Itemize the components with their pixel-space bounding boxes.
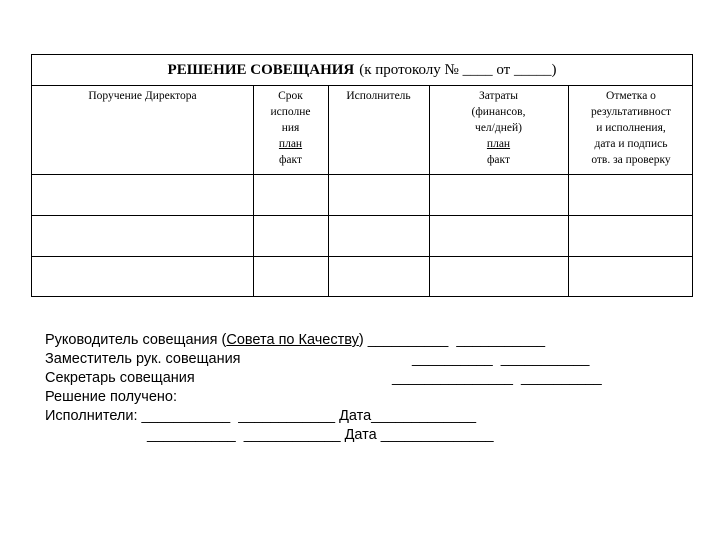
header-effectiveness-mark: Отметка о результативност и исполнения, дата и подпись отв. за проверку <box>591 90 671 166</box>
header-costs: Затраты (финансов, чел/дней) план факт <box>471 90 526 166</box>
secretary-label: Секретарь совещания <box>45 370 195 386</box>
table-cell[interactable] <box>329 257 429 297</box>
table-cell[interactable] <box>32 257 253 297</box>
executors-line-2[interactable]: ___________ ____________ Дата ______________ <box>147 427 494 443</box>
title-protocol: (к протоколу № ____ от _____) <box>359 61 557 78</box>
deputy-label: Заместитель рук. совещания <box>45 351 241 367</box>
table-title <box>32 55 692 86</box>
table-cell[interactable] <box>32 216 253 256</box>
decision-table <box>31 54 693 297</box>
table-cell[interactable] <box>430 216 568 256</box>
meeting-head-line: Руководитель совещания (Совета по Качеству) __________ ___________ <box>45 332 546 348</box>
secretary-signature-lines[interactable]: _______________ __________ <box>392 370 602 386</box>
header-deadline: Срок исполне ния план факт <box>270 90 311 166</box>
table-cell[interactable] <box>569 175 694 215</box>
deputy-signature-lines[interactable]: __________ ___________ <box>412 351 590 367</box>
table-cell[interactable] <box>254 257 328 297</box>
decision-received-label: Решение получено: <box>45 389 178 405</box>
table-cell[interactable] <box>329 216 429 256</box>
table-cell[interactable] <box>254 175 328 215</box>
table-cell[interactable] <box>254 216 328 256</box>
title-bold: РЕШЕНИЕ СОВЕЩАНИЯ <box>167 61 355 78</box>
table-cell[interactable] <box>329 175 429 215</box>
table-cell[interactable] <box>32 175 253 215</box>
header-assignment: Поручение Директора <box>88 90 197 102</box>
executors-line[interactable]: Исполнители: ___________ ____________ Дата_____________ <box>45 408 477 424</box>
table-cell[interactable] <box>569 216 694 256</box>
header-executor: Исполнитель <box>346 90 411 102</box>
table-cell[interactable] <box>569 257 694 297</box>
table-cell[interactable] <box>430 257 568 297</box>
table-cell[interactable] <box>430 175 568 215</box>
